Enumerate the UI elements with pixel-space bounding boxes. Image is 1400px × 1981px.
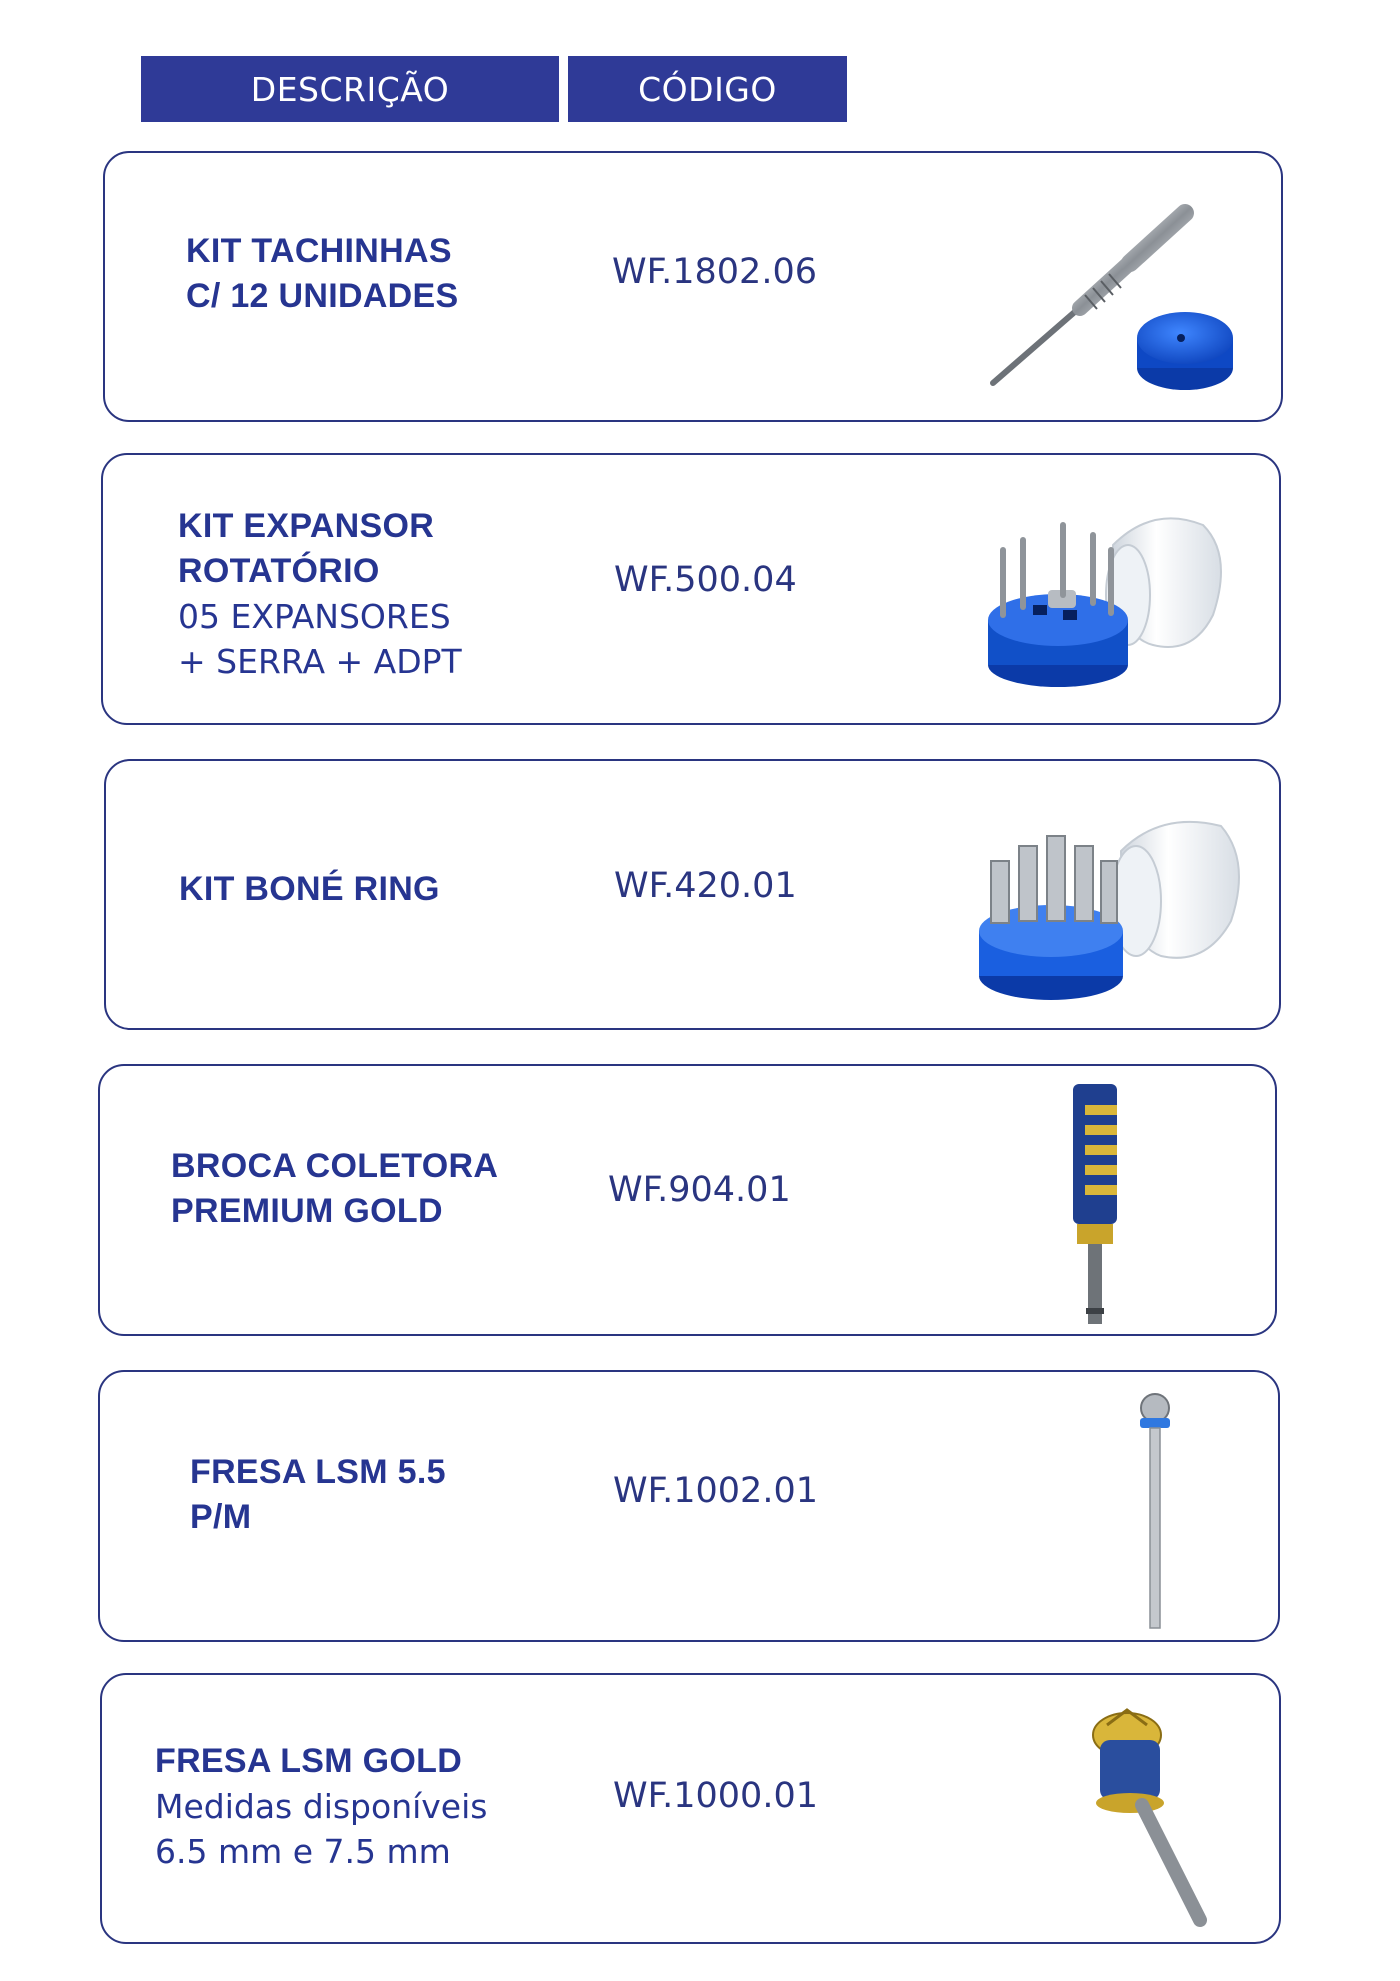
product-title-line: KIT TACHINHAS bbox=[186, 232, 452, 270]
product-title-line: FRESA LSM 5.5 bbox=[190, 1453, 446, 1491]
product-title-line: KIT BONÉ RING bbox=[179, 870, 440, 908]
product-title-line: BROCA COLETORA bbox=[171, 1147, 499, 1185]
product-title-line: FRESA LSM GOLD bbox=[155, 1742, 463, 1780]
lsm-gold-bur-icon bbox=[1072, 1695, 1232, 1945]
product-card-broca-coletora bbox=[98, 1064, 1277, 1336]
product-code: WF.1802.06 bbox=[612, 252, 817, 292]
product-code: WF.1000.01 bbox=[613, 1776, 818, 1816]
product-title-line: KIT EXPANSOR bbox=[178, 507, 435, 545]
product-card-fresa-lsm-gold bbox=[100, 1673, 1281, 1944]
collector-drill-icon bbox=[1055, 1080, 1135, 1330]
product-description bbox=[179, 867, 440, 912]
product-code: WF.420.01 bbox=[614, 866, 797, 906]
product-code: WF.500.04 bbox=[614, 560, 797, 600]
tack-driver-kit-icon bbox=[985, 203, 1255, 403]
bone-ring-kit-icon bbox=[951, 791, 1271, 1011]
product-card-expansor bbox=[101, 453, 1281, 725]
product-detail-line: + SERRA + ADPT bbox=[178, 642, 462, 681]
header-description: DESCRIÇÃO bbox=[141, 56, 559, 122]
product-description bbox=[186, 229, 458, 319]
product-detail-line: 6.5 mm e 7.5 mm bbox=[155, 1832, 451, 1871]
product-description bbox=[171, 1144, 498, 1234]
product-title-line: P/M bbox=[190, 1498, 252, 1536]
product-description bbox=[178, 504, 462, 684]
product-code: WF.1002.01 bbox=[613, 1471, 818, 1511]
product-description bbox=[190, 1450, 446, 1540]
product-detail-line: Medidas disponíveis bbox=[155, 1787, 488, 1826]
lsm-bur-icon bbox=[1130, 1386, 1180, 1636]
product-card-bone-ring bbox=[104, 759, 1281, 1030]
product-card-fresa-lsm bbox=[98, 1370, 1280, 1642]
product-card-tachinhas bbox=[103, 151, 1283, 422]
product-code: WF.904.01 bbox=[608, 1170, 791, 1210]
product-description bbox=[155, 1739, 487, 1874]
product-title-line: C/ 12 UNIDADES bbox=[186, 277, 459, 315]
product-title-line: ROTATÓRIO bbox=[178, 552, 380, 590]
product-detail-line: 05 EXPANSORES bbox=[178, 597, 451, 636]
header-code: CÓDIGO bbox=[568, 56, 847, 122]
expander-kit-icon bbox=[963, 495, 1263, 695]
product-title-line: PREMIUM GOLD bbox=[171, 1192, 443, 1230]
